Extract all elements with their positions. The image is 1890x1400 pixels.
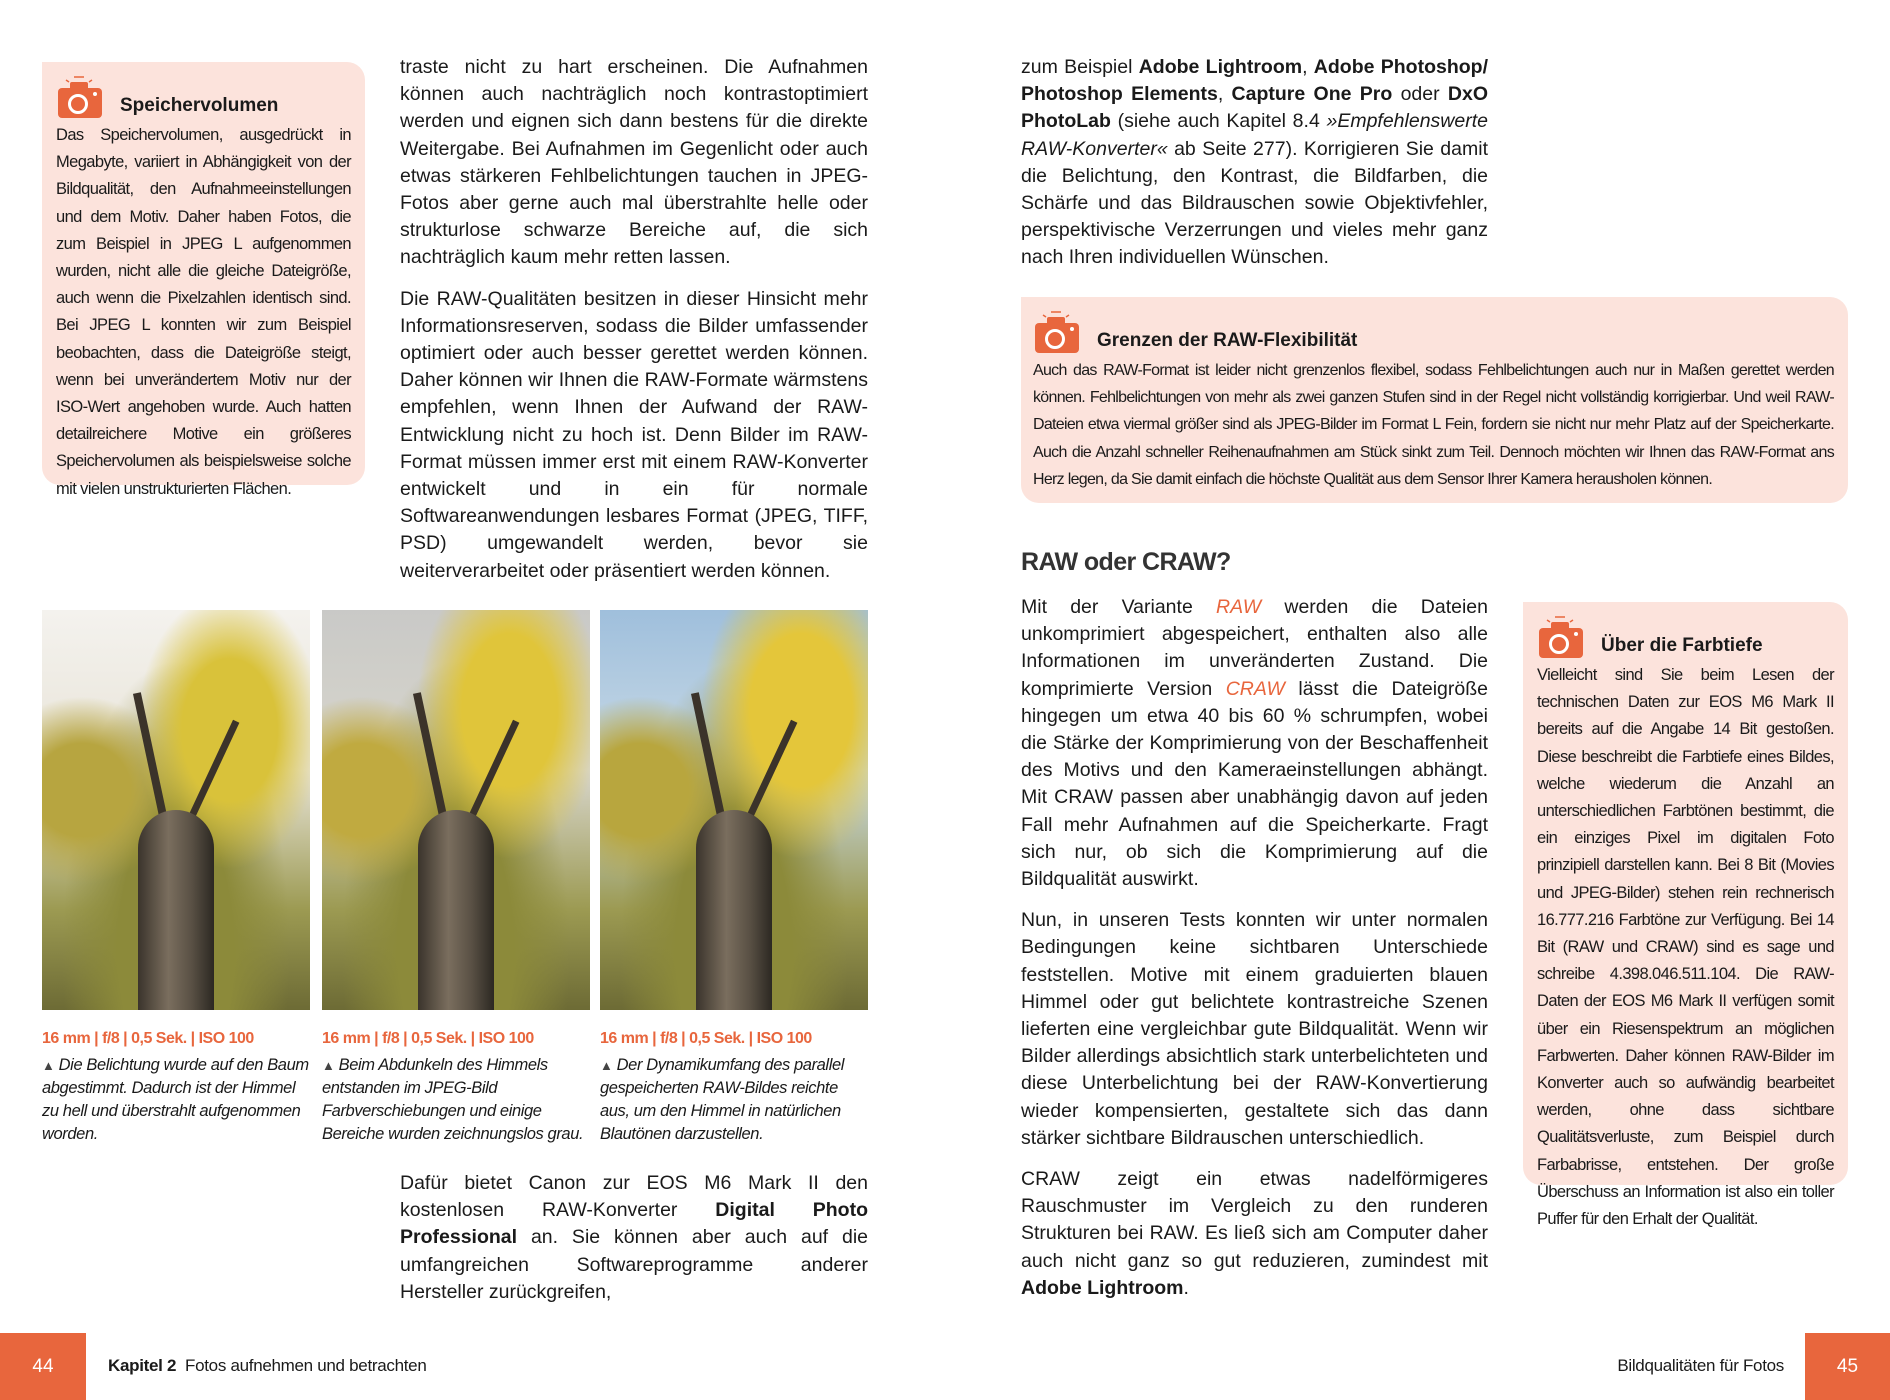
info-box-speichervolumen	[42, 62, 365, 498]
page-number-right: 45	[1805, 1333, 1890, 1400]
camera-icon	[1033, 311, 1081, 355]
paragraph	[1021, 1166, 1488, 1302]
paragraph	[1021, 594, 1488, 893]
software-name: Capture One Pro	[1231, 83, 1393, 106]
box-header	[56, 76, 351, 120]
text-column-left-bottom	[400, 1170, 868, 1320]
triangle-up-icon: ▲	[322, 1058, 335, 1073]
caption-text: Die Belichtung wurde auf den Baum abgestimmt. Dadurch ist der Himmel zu hell und überstrahlt aufgenommen worden.	[42, 1056, 309, 1143]
box-text: Vielleicht sind Sie beim Lesen der technischen Daten zur EOS M6 Mark II bereits auf die Angabe 14 Bit gestoßen. Diese beschreibt die Farbtiefe eines Bildes, welche wiederum die Anzahl an unterschiedlichen Farbtönen bestimmt, die ein einziges Pixel im digitalen Foto prinzipiell darstellen kann. Bei 8 Bit (Movies und JPEG-Bilder) stehen rein rechnerisch 16.777.216 Farbtöne zur Verfügung. Bei 14 Bit (RAW und CRAW) sind es sage und schreibe 4.398.046.511.104. Die RAW-Daten der EOS M6 Mark II verfügen somit über ein Riesenspektrum an möglichen Farbwerten. Daher können RAW-Bilder im Konverter auch so aufwändig bearbeitet werden, ohne dass sichtbare Qualitätsverluste, zum Beispiel durch Farbabrisse, entstehen. Der große Überschuss an Information ist also ein toller Puffer für den Erhalt der Qualität.	[1537, 666, 1834, 1229]
section-heading: RAW oder CRAW?	[1021, 548, 1231, 576]
software-name: Adobe Lightroom	[1021, 1276, 1184, 1299]
running-head-right: Bildqualitäten für Fotos	[1617, 1356, 1784, 1375]
info-box-farbtiefe	[1523, 602, 1848, 1229]
software-name: Adobe Photoshop/ Photoshop Elements	[1021, 56, 1488, 106]
term-craw: CRAW	[1225, 677, 1285, 700]
paragraph: Nun, in unseren Tests konnten wir unter normalen Bedingungen keine sichtbaren Unterschiede feststellen. Motive mit einem graduierten blauen Himmel oder gut belichtete kontrastreiche Szenen lieferten eine vergleichbar gute Bildqualität. Wenn wir Bilder allerdings absichtlich stark unterbelichteten und diese Unterbelichtung bei der RAW-Konvertierung wieder kompensierten, gestaltete sich das dann stärker sichtbare Bildrauschen unterschiedlich.	[1021, 909, 1488, 1149]
box-text: Auch das RAW-Format ist leider nicht grenzenlos flexibel, sodass Fehlbelichtungen auch nur in Maßen gerettet werden können. Fehlbelichtungen von mehr als zwei ganzen Stufen sind in der Regel nicht vollständig korrigierbar. Und weil RAW-Dateien etwa viermal größer sind als JPEG-Bilder im Format L Fein, fordern sie nicht nur mehr Platz auf der Speicherkarte. Auch die Anzahl schneller Reihenaufnahmen am Stück sinkt zum Teil. Dennoch möchten wir Ihnen das RAW-Format ans Herz legen, da Sie damit einfach die höchste Qualität aus dem Sensor Ihrer Kamera herausholen können.	[1033, 362, 1834, 488]
software-name: Digital Photo Professional	[400, 1199, 868, 1249]
paragraph	[1021, 54, 1488, 272]
text-run: Mit der Variante	[1021, 596, 1216, 618]
text-run: Dafür bietet Canon zur EOS M6 Mark II den kostenlosen RAW-Konverter	[400, 1172, 868, 1222]
box-title: Über die Farbtiefe	[1601, 635, 1763, 656]
photo-caption-2	[322, 1030, 592, 1146]
software-name: Adobe Lightroom	[1138, 56, 1303, 78]
photo-tree-raw	[600, 610, 868, 1010]
chapter-title: Fotos aufnehmen und betrachten	[185, 1356, 427, 1375]
caption-text: Der Dynamikumfang des parallel gespeicherten RAW-Bildes reichte aus, um den Himmel in natürlichen Blautönen darzustellen.	[600, 1056, 845, 1143]
box-text: Das Speichervolumen, ausgedrückt in Megabyte, variiert in Abhängigkeit von der Bildqualität, den Aufnahmeeinstellungen und dem Motiv. Daher haben Fotos, die zum Beispiel in JPEG L aufgenommen wurden, nicht alle die gleiche Dateigröße, auch wenn die Pixelzahlen identisch sind. Bei JPEG L konnten wir zum Beispiel beobachten, dass die Dateigröße steigt, wenn bei unverändertem Motiv nur der ISO-Wert angehoben wurde. Auch hatten detailreichere Motive ein größeres Speichervolumen als beispielsweise solche mit vielen unstrukturierten Flächen.	[56, 126, 351, 498]
box-title: Speichervolumen	[120, 95, 279, 116]
term-raw: RAW	[1216, 596, 1262, 618]
text-run: ,	[1217, 83, 1232, 106]
text-run: ,	[1302, 56, 1314, 78]
paragraph	[400, 1170, 868, 1306]
text-column-left-top	[400, 54, 868, 599]
chapter-reference: »Empfehlenswerte RAW-Konverter«	[1021, 110, 1488, 160]
box-header	[1537, 616, 1834, 660]
running-head-left	[108, 1356, 426, 1376]
info-box-raw-flexibility	[1021, 297, 1848, 503]
text-run: lässt die Dateigröße hingegen um etwa 40 bis 60 % schrumpfen, wobei die Stärke der Komprimierung von der Beschaffenheit des Motivs und den Kameraeinstellungen abhängt. Mit CRAW passen aber unabhängig davon auf jeden Fall mehr Aufnahmen auf die Speicherkarte. Fragt sich nur, ob sich die Komprimierung auf die Bildqualität auswirkt.	[1021, 677, 1488, 891]
chapter-label: Kapitel 2	[108, 1356, 177, 1375]
text-run: zum Beispiel	[1021, 56, 1139, 78]
text-run: werden die Dateien unkomprimiert abgespeichert, enthalten also alle Informationen im unveränderten Zustand. Die komprimierte Version	[1021, 596, 1488, 700]
text-column-right-top	[1021, 54, 1488, 286]
software-name: DxO PhotoLab	[1021, 83, 1488, 133]
box-header	[1033, 311, 1834, 355]
camera-icon	[1537, 616, 1585, 660]
photo-tree-darkened-sky	[322, 610, 590, 1010]
text-run: ab Seite 277). Korrigieren Sie damit die Belichtung, den Kontrast, die Bildfarben, die Schärfe und das Bildrauschen sowie Objektivfehler, perspektivische Verzerrungen und vieles mehr ganz nach Ihren individuellen Wünschen.	[1021, 137, 1488, 269]
photo-caption-3	[600, 1030, 870, 1146]
camera-icon	[56, 76, 104, 120]
text-column-right-main	[1021, 594, 1488, 1316]
box-title: Grenzen der RAW-Flexibilität	[1097, 330, 1358, 351]
caption-text: Beim Abdunkeln des Himmels entstanden im JPEG-Bild Farbverschiebungen und einige Bereiche wurden zeichnungslos grau.	[322, 1056, 584, 1143]
triangle-up-icon: ▲	[600, 1058, 613, 1073]
text-run: .	[1183, 1276, 1189, 1299]
photo-tree-overexposed	[42, 610, 310, 1010]
photo-caption-1	[42, 1030, 312, 1146]
page-number-left: 44	[0, 1333, 86, 1400]
paragraph: traste nicht zu hart erscheinen. Die Aufnahmen können auch nachträglich noch kontrastoptimiert werden und eignen sich dann bestens für die direkte Weitergabe. Bei Aufnahmen im Gegenlicht oder auch etwas stärkeren Fehlbelichtungen tauchen in JPEG-Fotos aber gerne auch mal überstrahlte helle oder strukturlose schwarze Bereiche auf, die sich nachträglich kaum mehr retten lassen.	[400, 56, 868, 269]
triangle-up-icon: ▲	[42, 1058, 55, 1073]
camera-settings: 16 mm | f/8 | 0,5 Sek. | ISO 100	[600, 1030, 812, 1047]
text-run: oder	[1392, 83, 1448, 106]
paragraph: Die RAW-Qualitäten besitzen in dieser Hinsicht mehr Informationsreserven, sodass die Bilder umfassender optimiert oder auch besser gerettet werden können. Daher können wir Ihnen die RAW-Formate wärmstens empfehlen, wenn Ihnen der Aufwand der RAW-Entwicklung nicht zu hoch ist. Denn Bilder im RAW-Format müssen immer erst mit einem RAW-Konverter entwickelt und in ein für normale Softwareanwendungen lesbares Format (JPEG, TIFF, PSD) umgewandelt werden, bevor sie weiterverarbeitet oder präsentiert werden können.	[400, 287, 868, 582]
text-run: CRAW zeigt ein etwas nadelförmigeres Rauschmuster im Vergleich zu den runderen Strukturen bei RAW. Es ließ sich am Computer daher auch nicht ganz so gut reduzieren, zumindest mit	[1021, 1168, 1488, 1272]
camera-settings: 16 mm | f/8 | 0,5 Sek. | ISO 100	[322, 1030, 534, 1047]
text-run: an. Sie können aber auch auf die umfangreichen Softwareprogramme anderer Hersteller zurückgreifen,	[400, 1226, 868, 1303]
text-run: (siehe auch Kapitel 8.4	[1110, 110, 1327, 133]
camera-settings: 16 mm | f/8 | 0,5 Sek. | ISO 100	[42, 1030, 254, 1047]
